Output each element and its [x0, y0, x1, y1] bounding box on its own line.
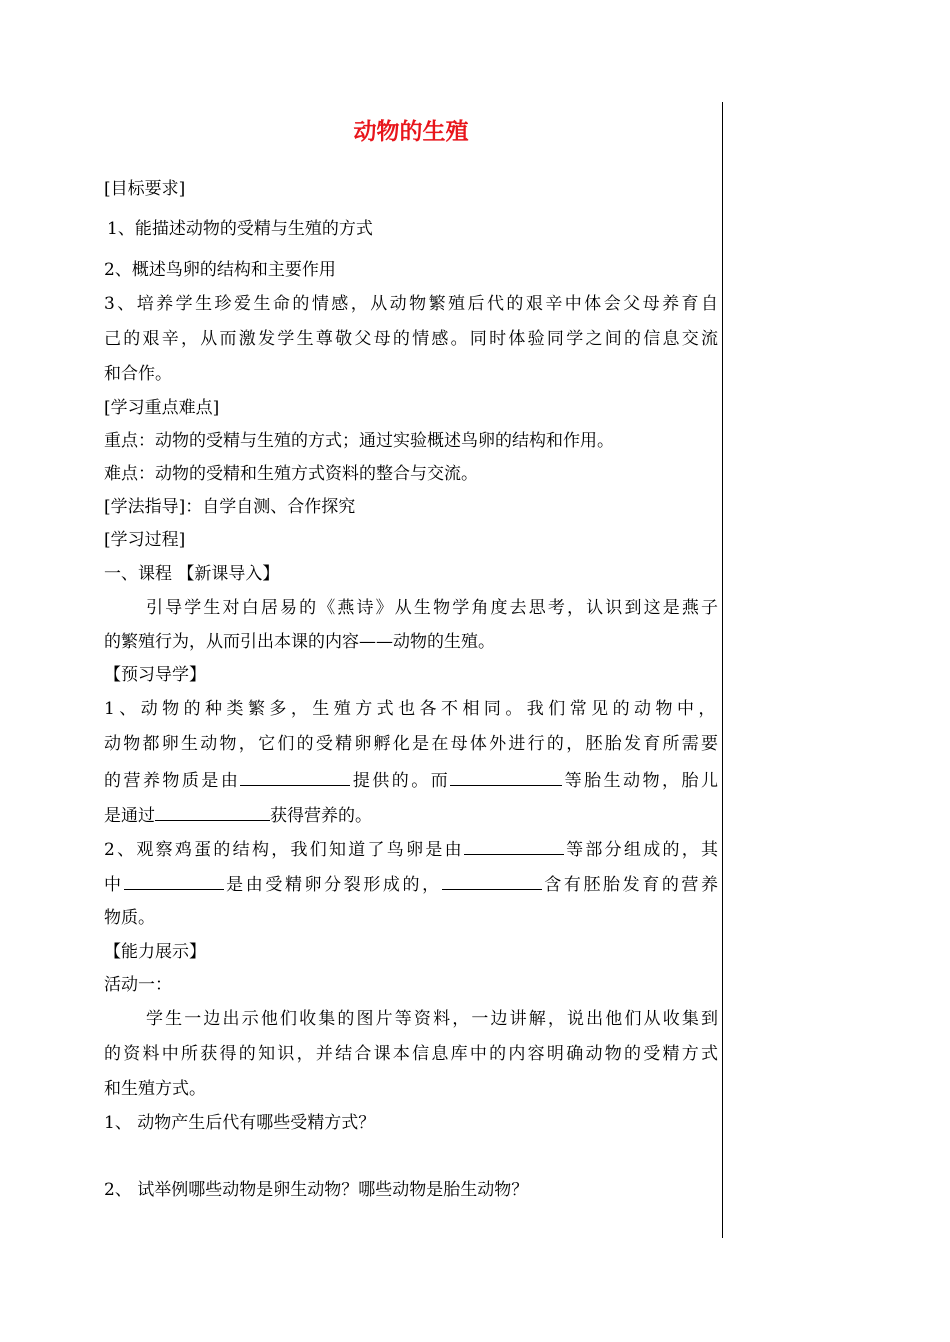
- preview-q2-line: 物质。: [104, 908, 155, 928]
- objective-item-3-line: 己的艰辛，从而激发学生尊敬父母的情感。同时体验同学之间的信息交流: [104, 329, 718, 349]
- preview-q2-line: [104, 871, 718, 897]
- study-method: [学法指导]：自学自测、合作探究: [104, 497, 356, 517]
- preview-q1-text: 的营养物质是由: [104, 771, 241, 791]
- preview-q2-text: 含有胚胎发育的营养: [541, 875, 719, 895]
- preview-q1-text: 等胎生动物，胎儿: [562, 771, 719, 791]
- ability-header: 【能力展示】: [104, 942, 206, 962]
- preview-q2-text: 2、观察鸡蛋的结构，我们知道了鸟卵是由: [104, 840, 464, 860]
- objective-item-3-line: 3、培养学生珍爱生命的情感，从动物繁殖后代的艰辛中体会父母养育自: [104, 294, 718, 314]
- fill-blank[interactable]: [464, 836, 564, 855]
- preview-header: 【预习导学】: [104, 665, 206, 685]
- preview-q1-text: 是通过: [104, 806, 155, 826]
- preview-q1-line: [104, 767, 718, 793]
- preview-q2-text: 等部分组成的，其: [563, 840, 718, 860]
- ability-question-1: 1、 动物产生后代有哪些受精方式？: [104, 1113, 376, 1133]
- preview-q2-line: [104, 836, 718, 862]
- preview-q1-line: 动物都卵生动物，它们的受精卵孵化是在母体外进行的，胚胎发育所需要: [104, 734, 718, 754]
- fill-blank[interactable]: [155, 802, 270, 821]
- intro-line: 引导学生对白居易的《燕诗》从生物学角度去思考，认识到这是燕子: [146, 598, 718, 618]
- objective-item-3-line: 和合作。: [104, 364, 172, 384]
- preview-q1-line: 1、动物的种类繁多，生殖方式也各不相同。我们常见的动物中，: [104, 699, 718, 719]
- preview-q1-line: [104, 802, 718, 828]
- preview-q2-text: 是由受精卵分裂形成的，: [223, 875, 442, 895]
- preview-q2-text: 中: [104, 875, 124, 895]
- preview-q1-text: 获得营养的。: [270, 806, 372, 826]
- fill-blank[interactable]: [450, 767, 562, 786]
- fill-blank[interactable]: [240, 767, 350, 786]
- key-difficulty: 难点：动物的受精和生殖方式资料的整合与交流。: [104, 464, 478, 484]
- process-header: [学习过程]: [104, 530, 186, 550]
- activity-label: 活动一：: [104, 975, 172, 995]
- intro-line: 的繁殖行为，从而引出本课的内容——动物的生殖。: [104, 632, 495, 652]
- objective-item-2: 2、概述鸟卵的结构和主要作用: [104, 260, 336, 280]
- objectives-header: [目标要求]: [104, 179, 186, 199]
- ability-question-2: 2、 试举例哪些动物是卵生动物？哪些动物是胎生动物？: [104, 1180, 529, 1200]
- preview-q1-text: 提供的。而: [350, 771, 451, 791]
- objective-item-1: 1、能描述动物的受精与生殖的方式: [107, 219, 373, 239]
- intro-heading: 一、课程 【新课导入】: [104, 564, 280, 584]
- margin-rule: [722, 102, 723, 1238]
- fill-blank[interactable]: [124, 871, 224, 890]
- fill-blank[interactable]: [442, 871, 542, 890]
- ability-line: 和生殖方式。: [104, 1079, 206, 1099]
- ability-line: 学生一边出示他们收集的图片等资料，一边讲解，说出他们从收集到: [146, 1009, 718, 1029]
- ability-line: 的资料中所获得的知识，并结合课本信息库中的内容明确动物的受精方式: [104, 1044, 718, 1064]
- key-focus: 重点：动物的受精与生殖的方式；通过实验概述鸟卵的结构和作用。: [104, 431, 614, 451]
- page-title: 动物的生殖: [353, 119, 469, 145]
- key-points-header: [学习重点难点]: [104, 398, 220, 418]
